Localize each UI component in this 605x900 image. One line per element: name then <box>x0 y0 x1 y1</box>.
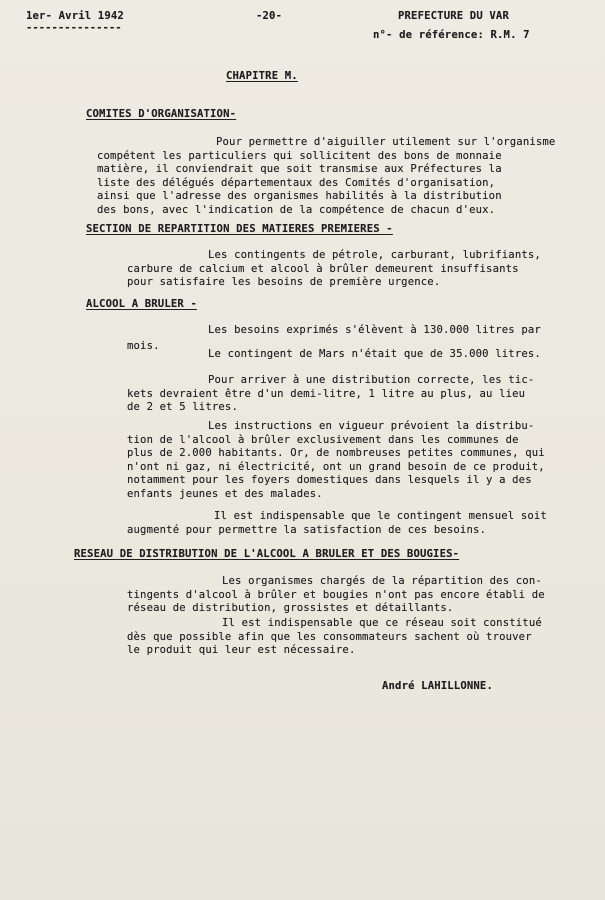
alcool-paragraph-5 <box>0 510 547 537</box>
text-line: le produit qui leur est nécessaire. <box>127 644 356 657</box>
comites-paragraph <box>0 136 555 218</box>
text-line: kets devraient être d'un demi-litre, 1 litre au plus, au lieu <box>127 387 526 400</box>
text-line: Il est indispensable que le contingent mensuel soit <box>214 510 547 522</box>
chapter-title: CHAPITRE M. <box>226 70 298 82</box>
section-heading-alcool: ALCOOL A BRULER - <box>86 298 197 310</box>
text-line: Les besoins exprimés s'élèvent à 130.000 litres par <box>208 324 541 336</box>
reseau-paragraph-2 <box>0 617 542 658</box>
header-date-rule: --------------- <box>26 22 122 34</box>
header-reference: n°- de référence: R.M. 7 <box>373 29 530 41</box>
text-line: n'ont ni gaz, ni électricité, ont un grand besoin de ce produit, <box>127 460 545 473</box>
text-line: notamment pour les foyers domestiques dans lesquels il y a des <box>127 474 532 487</box>
text-line: Pour arriver à une distribution correcte, les tic- <box>208 374 535 386</box>
alcool-paragraph-3 <box>0 374 534 415</box>
text-line: enfants jeunes et des malades. <box>127 487 323 500</box>
section-heading-reseau: RESEAU DE DISTRIBUTION DE L'ALCOOL A BRULER ET DES BOUGIES- <box>74 548 460 560</box>
text-line: tion de l'alcool à brûler exclusivement dans les communes de <box>127 433 519 446</box>
text-line: mois. <box>127 339 160 352</box>
text-line: Pour permettre d'aiguiller utilement sur l'organisme <box>216 136 556 148</box>
text-line: matière, il conviendrait que soit transmise aux Préfectures la <box>97 163 502 176</box>
text-line: Les instructions en vigueur prévoient la distribu- <box>208 420 535 432</box>
text-line: Le contingent de Mars n'était que de 35.000 litres. <box>208 348 541 360</box>
text-line: Il est indispensable que ce réseau soit constitué <box>222 617 542 629</box>
text-line: plus de 2.000 habitants. Or, de nombreuses petites communes, qui <box>127 447 545 460</box>
text-line: carbure de calcium et alcool à brûler demeurent insuffisants <box>127 262 519 275</box>
text-line: augmenté pour permettre la satisfaction de ces besoins. <box>127 523 487 536</box>
section-heading-comites: COMITES D'ORGANISATION- <box>86 108 237 120</box>
reseau-paragraph-1 <box>0 575 545 616</box>
text-line: dès que possible afin que les consommateurs sachent où trouver <box>127 630 532 643</box>
signature: André LAHILLONNE. <box>382 680 493 692</box>
repartition-paragraph <box>0 249 541 290</box>
alcool-paragraph-4 <box>0 420 545 502</box>
text-line: liste des délégués départementaux des Comités d'organisation, <box>97 176 496 189</box>
page-number: -20- <box>256 10 283 22</box>
text-line: réseau de distribution, grossistes et détaillants. <box>127 602 454 615</box>
section-heading-repartition: SECTION DE REPARTITION DES MATIERES PREMIERES - <box>86 223 393 235</box>
header-prefecture: PREFECTURE DU VAR <box>398 10 509 22</box>
text-line: Les contingents de pétrole, carburant, lubrifiants, <box>208 249 541 261</box>
header-date: 1er- Avril 1942 <box>26 10 124 22</box>
alcool-paragraph-2 <box>0 348 541 362</box>
text-line: compétent les particuliers qui sollicitent des bons de monnaie <box>97 149 502 162</box>
text-line: Les organismes chargés de la répartition des con- <box>222 575 542 587</box>
text-line: des bons, avec l'indication de la compétence de chacun d'eux. <box>97 203 496 216</box>
text-line: de 2 et 5 litres. <box>127 401 238 414</box>
text-line: tingents d'alcool à brûler et bougies n'ont pas encore établi de <box>127 588 545 601</box>
text-line: pour satisfaire les besoins de première urgence. <box>127 276 441 289</box>
text-line: ainsi que l'adresse des organismes habilités à la distribution <box>97 190 502 203</box>
